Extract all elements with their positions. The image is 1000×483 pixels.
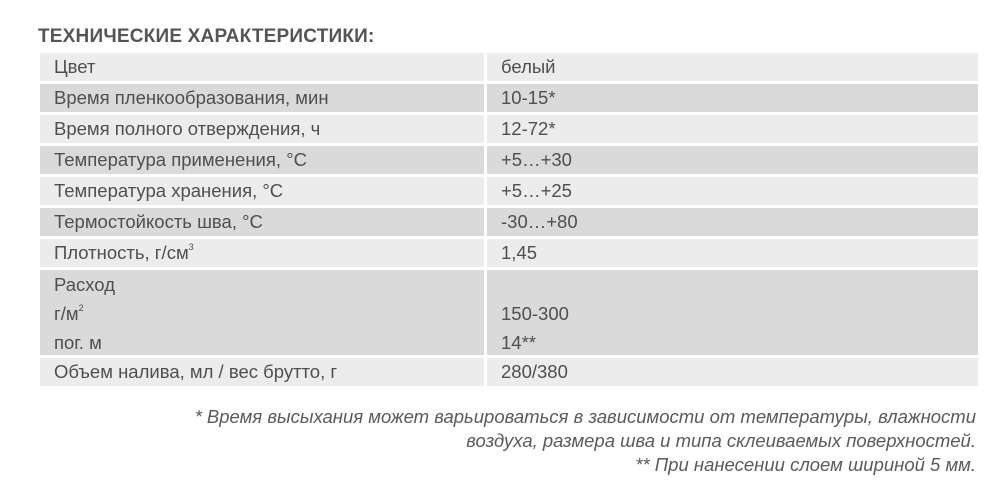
table-row [40,53,978,81]
table-row [40,208,978,236]
table-row [40,177,978,205]
spec-value: 10-15* [487,84,978,112]
consumption-unit-2: пог. м [54,332,102,353]
table-row-consumption [40,270,978,355]
spec-label: Плотность, г/см [54,242,189,263]
consumption-value-2: 14** [501,332,536,353]
spec-label: Термостойкость шва, °С [40,208,484,236]
specs-table [40,53,978,389]
spec-label: Объем налива, мл / вес брутто, г [40,358,484,386]
consumption-values [487,270,978,355]
spec-label-cell [40,239,484,267]
consumption-unit-1: г/м [54,303,79,324]
spec-label: Время полного отверждения, ч [40,115,484,143]
spec-label: Температура хранения, °С [40,177,484,205]
footnotes [56,405,976,477]
table-row [40,115,978,143]
spec-value: -30…+80 [487,208,978,236]
consumption-unit-cell [54,299,484,328]
consumption-blank [501,270,978,299]
spec-label: Время пленкообразования, мин [40,84,484,112]
spec-value: 280/380 [487,358,978,386]
section-title: ТЕХНИЧЕСКИЕ ХАРАКТЕРИСТИКИ: [38,26,375,47]
table-row [40,239,978,267]
spec-value: 12-72* [487,115,978,143]
table-row [40,146,978,174]
consumption-label: Расход [54,274,115,295]
superscript: 2 [78,303,84,313]
spec-value: 1,45 [487,239,978,267]
superscript: 3 [188,242,194,252]
consumption-value-1: 150-300 [501,303,569,324]
footnote-line-1: * Время высыхания может варьироваться в зависимости от температуры, влажности [194,406,976,427]
spec-value: +5…+25 [487,177,978,205]
spec-value: белый [487,53,978,81]
footnote-line-2: воздуха, размера шва и типа склеиваемых поверхностей. [466,430,976,451]
spec-value: +5…+30 [487,146,978,174]
footnote-line-3: ** При нанесении слоем шириной 5 мм. [635,454,976,475]
table-row [40,358,978,386]
spec-label: Температура применения, °С [40,146,484,174]
consumption-labels [40,270,484,355]
table-row [40,84,978,112]
spec-label: Цвет [40,53,484,81]
